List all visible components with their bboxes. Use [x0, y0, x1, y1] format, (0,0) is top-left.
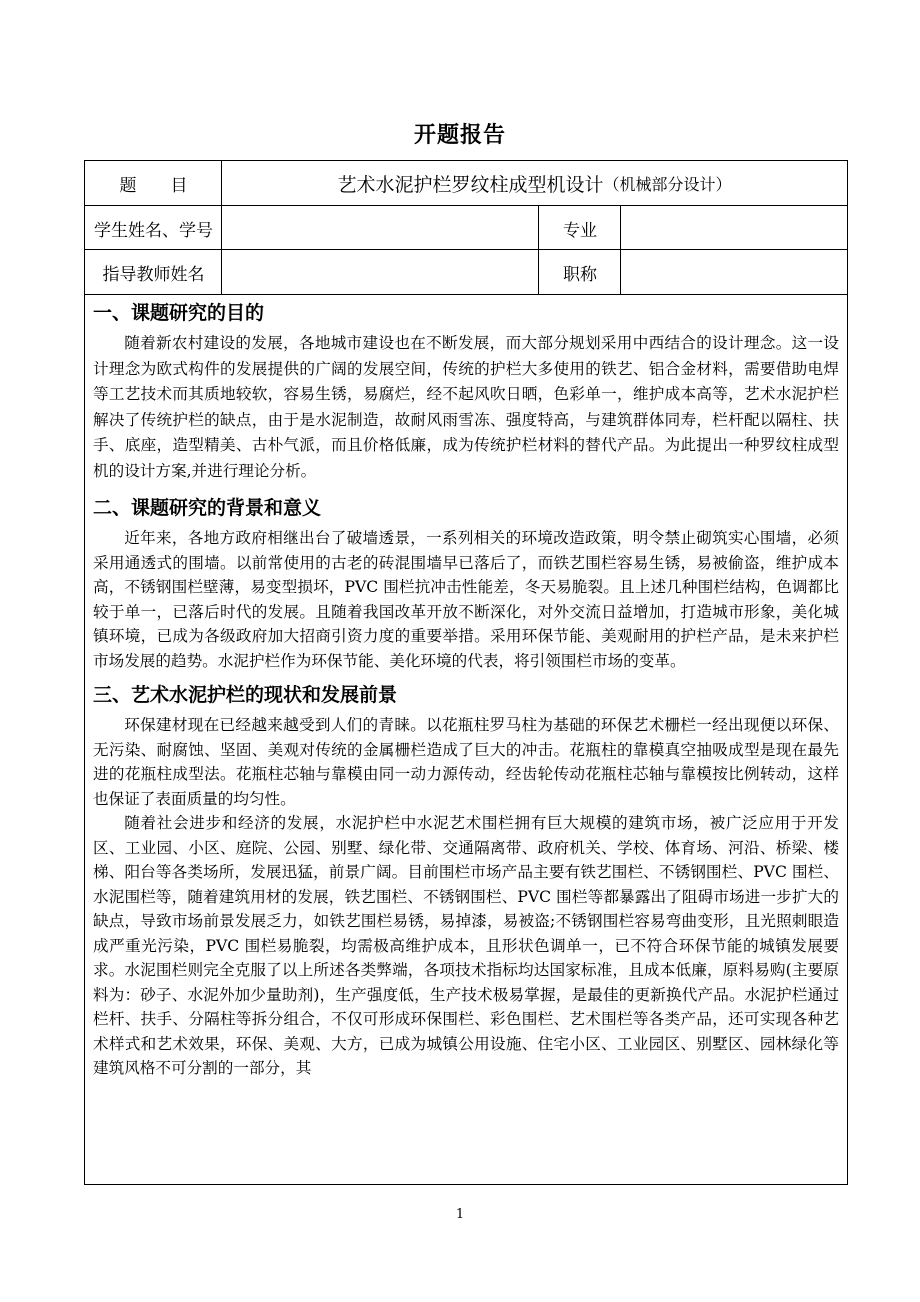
section-paragraph: 随着社会进步和经济的发展，水泥护栏中水泥艺术围栏拥有巨大规模的建筑市场，被广泛应用于开发区、工业园、小区、庭院、公园、别墅、绿化带、交通隔离带、政府机关、学校、体育场、河沿、桥梁、楼梯、阳台等各类场所，发展迅猛，前景广阔。目前围栏市场产品主要有铁艺围栏、不锈钢围栏、PVC 围栏、水泥围栏等，随着建筑用材的发展，铁艺围栏、不锈钢围栏、PVC 围栏等都暴露出了阻碍市场进一步扩大的缺点，导致市场前景发展乏力，如铁艺围栏易锈，易掉漆，易被盗;不锈钢围栏容易弯曲变形，且光照刺眼造成严重光污染，PVC 围栏易脆裂，均需极高维护成本，且形状色调单一，已不符合环保节能的城镇发展要求。水泥围栏则完全克服了以上所述各类弊端，各项技术指标均达国家标准，且成本低廉，原料易购(主要原料为：砂子、水泥外加少量助剂)，生产强度低，生产技术极易掌握，是最佳的更新换代产品。水泥护栏通过栏杆、扶手、分隔柱等拆分组合，不仅可形成环保围栏、彩色围栏、艺术围栏等各类产品，还可实现各种艺术样式和艺术效果，环保、美观、大方，已成为城镇公用设施、住宅小区、工业园区、别墅区、园林绿化等建筑风格不可分割的一部分，其	[93, 814, 839, 1077]
topic-label: 题 目	[119, 176, 188, 196]
major-label: 专业	[563, 220, 597, 241]
advisor-name-value	[222, 250, 538, 294]
section-heading: 三、艺术水泥护栏的现状和发展前景	[93, 684, 398, 706]
section-paragraph: 近年来，各地方政府相继出台了破墙透景，一系列相关的环境改造政策，明令禁止砌筑实心围墙，必须采用通透式的围墙。以前常使用的古老的砖混围墙早已落后了，而铁艺围栏容易生锈，易被偷盗，维护成本高，不锈钢围栏壁薄，易变型损坏，PVC 围栏抗冲击性能差，冬天易脆裂。且上述几种围栏结构，色调都比较于单一，已落后时代的发展。且随着我国改革开放不断深化，对外交流日益增加，打造城市形象，美化城镇环境，已成为各级政府加大招商引资力度的重要举措。采用环保节能、美观耐用的护栏产品，是未来护栏市场发展的趋势。水泥护栏作为环保节能、美化环境的代表，将引领围栏市场的变革。	[93, 529, 839, 670]
document-title: 开题报告	[413, 123, 506, 148]
student-name-id-label: 学生姓名、学号	[94, 220, 213, 241]
section-heading: 二、课题研究的背景和意义	[93, 497, 322, 519]
report-form	[84, 160, 848, 1185]
student-name-id-value	[222, 206, 538, 250]
professional-title-label: 职称	[563, 264, 597, 285]
major-value	[621, 206, 847, 250]
topic-suffix: （机械部分设计）	[603, 175, 732, 194]
advisor-name-label: 指导教师姓名	[102, 264, 205, 285]
section-paragraph: 环保建材现在已经越来越受到人们的青睐。以花瓶柱罗马柱为基础的环保艺术栅栏一经出现便以环保、无污染、耐腐蚀、坚固、美观对传统的金属栅栏造成了巨大的冲击。花瓶柱的靠模真空抽吸成型是现在最先进的花瓶柱成型法。花瓶柱芯轴与靠模由同一动力源传动，经齿轮传动花瓶柱芯轴与靠模按比例转动，这样也保证了表面质量的均匀性。	[93, 716, 839, 808]
topic-text: 艺术水泥护栏罗纹柱成型机设计	[337, 174, 604, 196]
page-number: 1	[455, 1207, 465, 1222]
section-paragraph: 随着新农村建设的发展，各地城市建设也在不断发展，而大部分规划采用中西结合的设计理念。这一设计理念为欧式构件的发展提供的广阔的发展空间，传统的护栏大多使用的铁艺、铝合金材料，需要借助电焊等工艺技术而其质地较软，容易生锈，易腐烂，经不起风吹日晒，色彩单一，维护成本高等，艺术水泥护栏解决了传统护栏的缺点，由于是水泥制造，故耐风雨雪冻、强度特高，与建筑群体同寿，栏杆配以隔柱、扶手、底座，造型精美、古朴气派，而且价格低廉，成为传统护栏材料的替代产品。为此提出一种罗纹柱成型机的设计方案,并进行理论分析。	[93, 334, 839, 480]
professional-title-value	[621, 250, 847, 294]
report-body	[85, 295, 847, 1081]
section-heading: 一、课题研究的目的	[93, 302, 265, 324]
topic-value	[222, 161, 847, 206]
